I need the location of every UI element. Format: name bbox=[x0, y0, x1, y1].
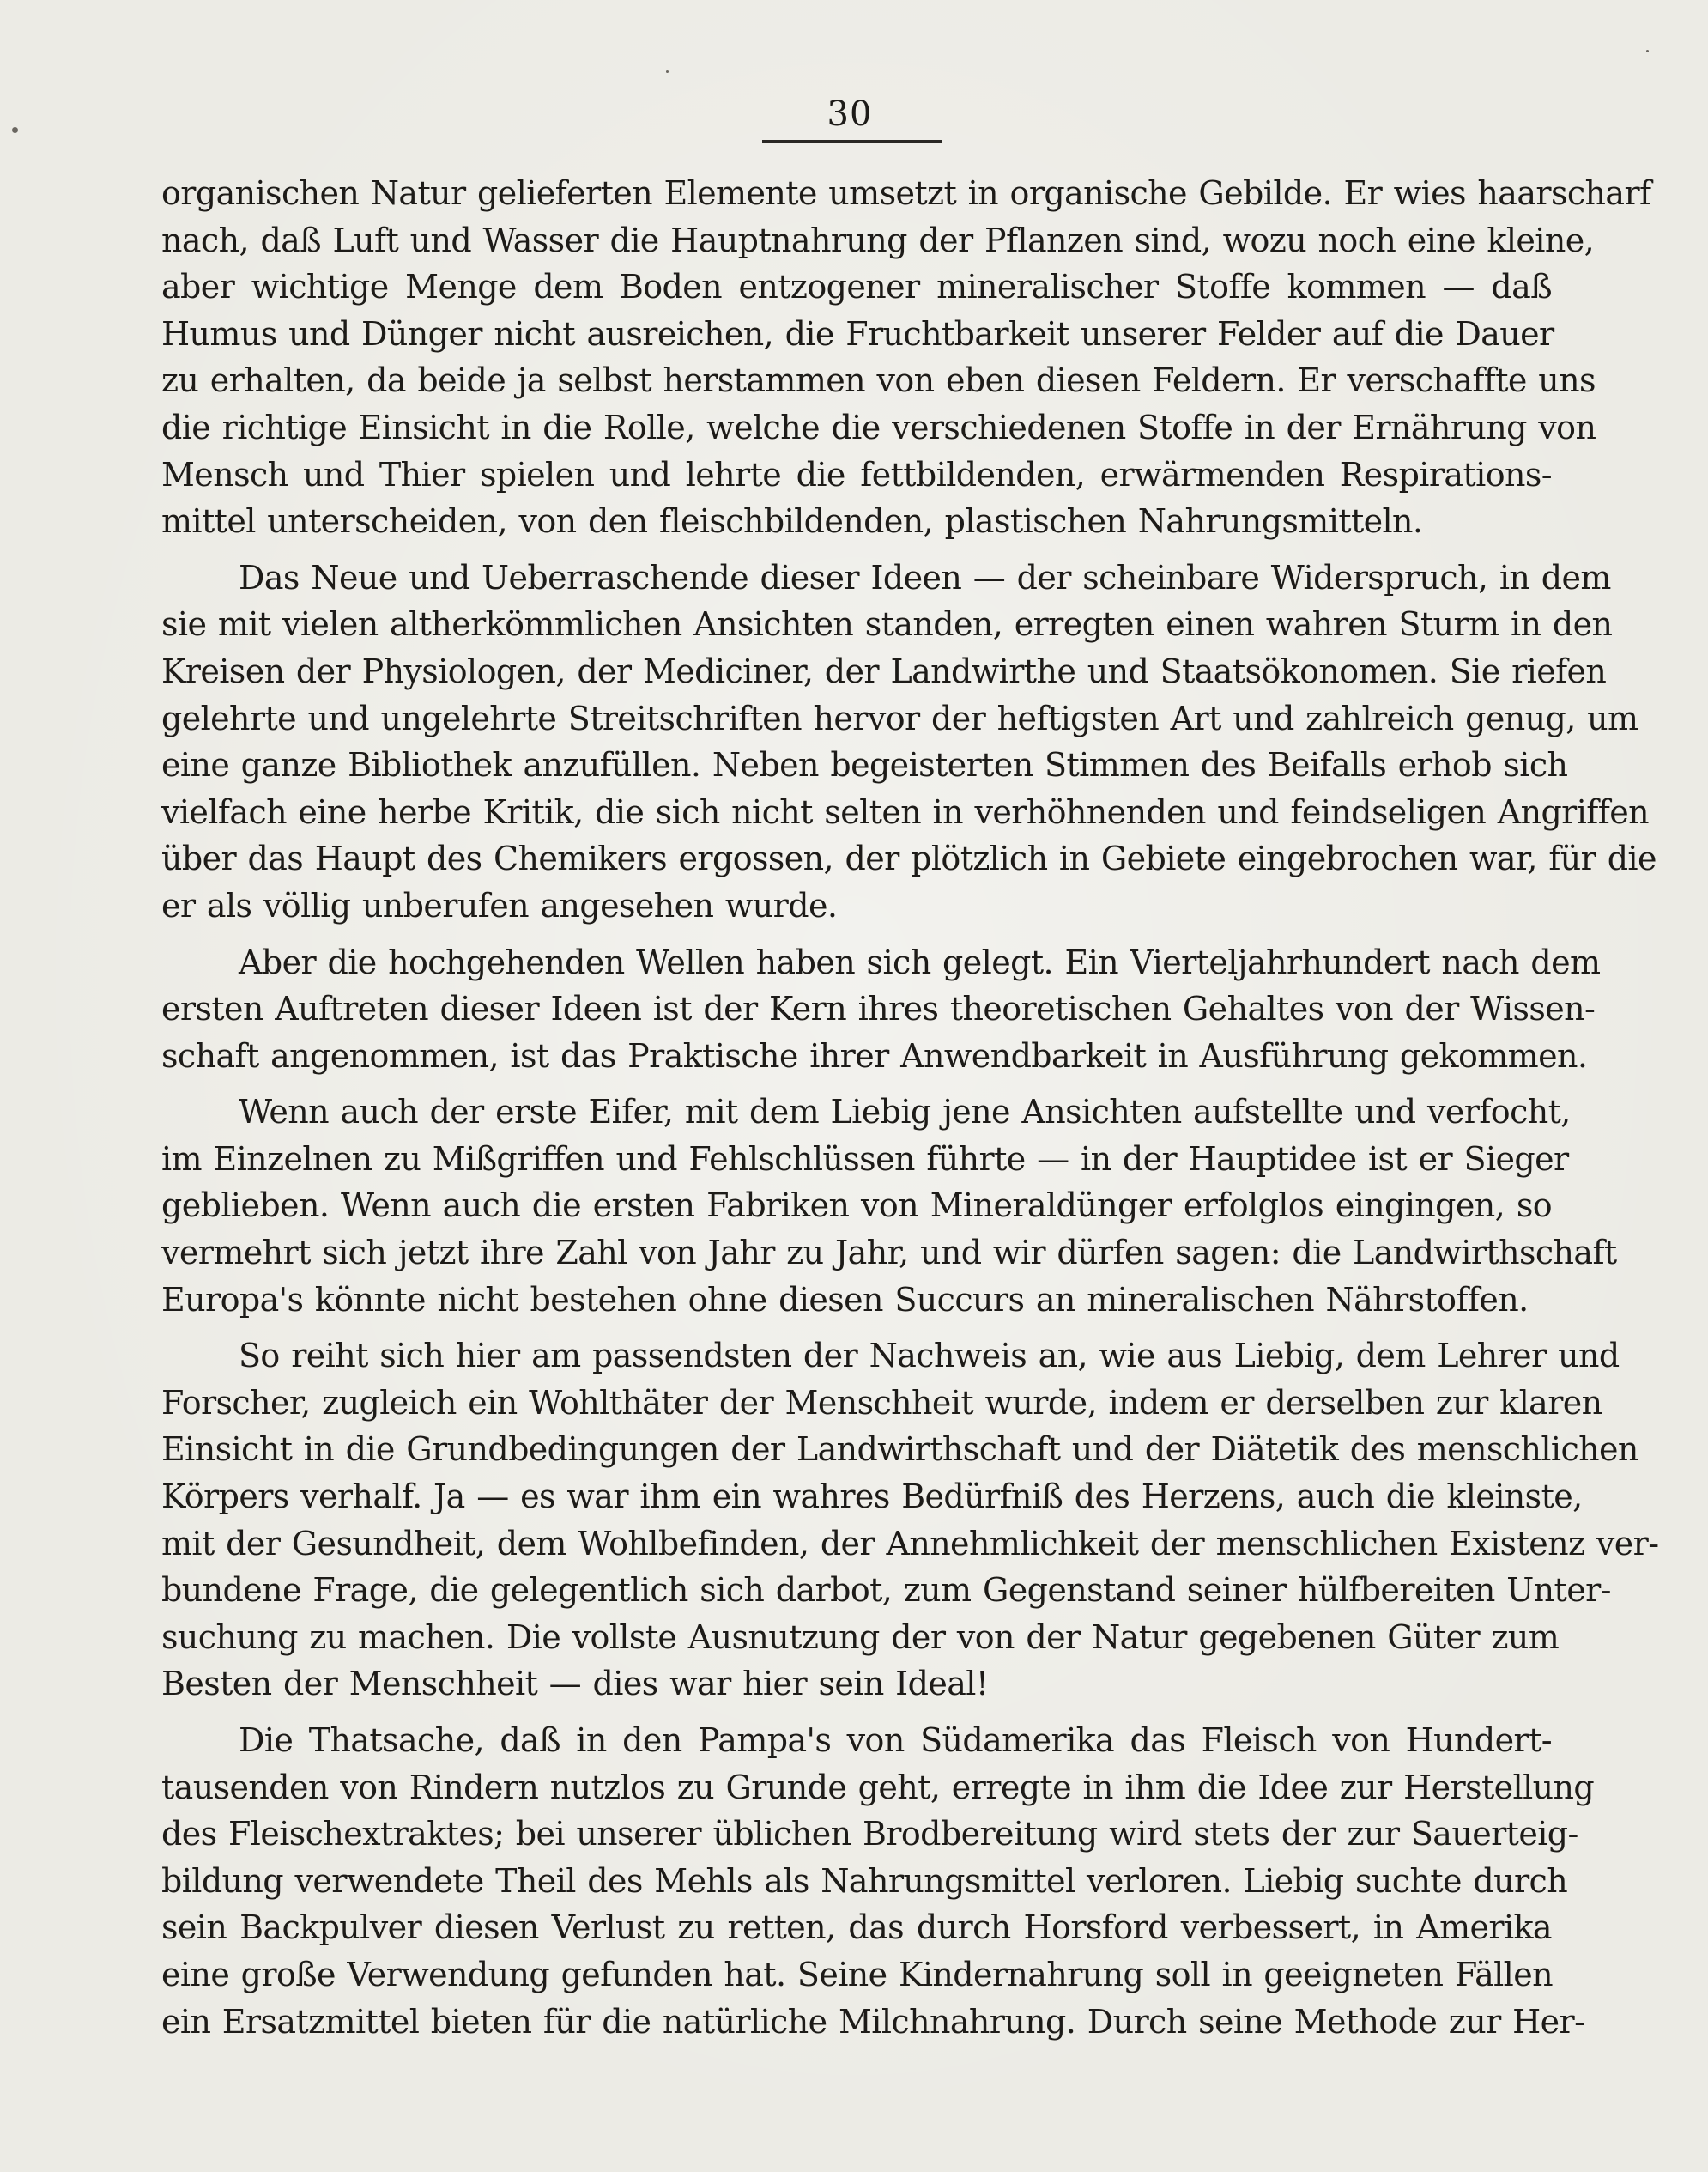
body-text bbox=[161, 170, 1659, 2045]
text-line: Humus und Dünger nicht ausreichen, die Fruchtbarkeit unserer Felder auf die Dauer bbox=[161, 314, 1554, 353]
text-line: eine große Verwendung gefunden hat. Seine Kindernahrung soll in geeigneten Fällen bbox=[161, 1955, 1553, 1993]
text-line: So reiht sich hier am passendsten der Nachweis an, wie aus Liebig, dem Lehrer und bbox=[239, 1337, 1620, 1375]
text-line: über das Haupt des Chemikers ergossen, der plötzlich in Gebiete eingebrochen war, für die bbox=[161, 840, 1657, 878]
text-line: Einsicht in die Grundbedingungen der Landwirthschaft und der Diätetik des menschlichen bbox=[161, 1430, 1638, 1469]
paragraph bbox=[161, 555, 1657, 930]
paper-speck bbox=[1646, 50, 1649, 52]
text-line: geblieben. Wenn auch die ersten Fabriken von Mineraldünger erfolglos eingingen, so bbox=[161, 1186, 1552, 1225]
paper-speck bbox=[666, 70, 669, 73]
text-line: nach, daß Luft und Wasser die Hauptnahrung der Pflanzen sind, wozu noch eine kleine, bbox=[161, 221, 1595, 259]
text-line: sie mit vielen altherkömmlichen Ansichten standen, erregten einen wahren Sturm in den bbox=[161, 605, 1613, 644]
text-line: ein Ersatzmittel bieten für die natürliche Milchnahrung. Durch seine Methode zur Her- bbox=[161, 2002, 1585, 2041]
paper-speck bbox=[12, 127, 18, 133]
text-line: gelehrte und ungelehrte Streitschriften hervor der heftigsten Art und zahlreich genug, um bbox=[161, 699, 1638, 737]
text-line: Aber die hochgehenden Wellen haben sich gelegt. Ein Vierteljahrhundert nach dem bbox=[239, 943, 1601, 981]
text-line: mit der Gesundheit, dem Wohlbefinden, der Annehmlichkeit der menschlichen Existenz ver- bbox=[161, 1524, 1659, 1562]
text-line: Besten der Menschheit — dies war hier sein Ideal! bbox=[161, 1665, 989, 1703]
text-line: mittel unterscheiden, von den fleischbildenden, plastischen Nahrungsmitteln. bbox=[161, 502, 1423, 541]
text-line: tausenden von Rindern nutzlos zu Grunde geht, erregte in ihm die Idee zur Herstellung bbox=[161, 1768, 1595, 1806]
text-line: bundene Frage, die gelegentlich sich darbot, zum Gegenstand seiner hülfbereiten Unter- bbox=[161, 1571, 1611, 1610]
text-line: vermehrt sich jetzt ihre Zahl von Jahr zu Jahr, und wir dürfen sagen: die Landwirthschaft bbox=[161, 1234, 1617, 1272]
paragraph bbox=[161, 1717, 1595, 2045]
text-line: Körpers verhalf. Ja — es war ihm ein wahres Bedürfniß des Herzens, auch die kleinste, bbox=[161, 1477, 1583, 1516]
text-line: Wenn auch der erste Eifer, mit dem Liebig jene Ansichten aufstellte und verfocht, bbox=[239, 1093, 1571, 1132]
text-line: suchung zu machen. Die vollste Ausnutzung der von der Natur gegebenen Güter zum bbox=[161, 1617, 1560, 1656]
header-rule bbox=[762, 140, 942, 143]
text-line: Kreisen der Physiologen, der Mediciner, der Landwirthe und Staatsökonomen. Sie riefen bbox=[161, 652, 1607, 690]
text-line: sein Backpulver diesen Verlust zu retten, das durch Horsford verbessert, in Amerika bbox=[161, 1908, 1552, 1947]
page-number: 30 bbox=[827, 94, 873, 134]
text-line: Forscher, zugleich ein Wohlthäter der Menschheit wurde, indem er derselben zur klaren bbox=[161, 1383, 1602, 1422]
text-line: im Einzelnen zu Mißgriffen und Fehlschlüssen führte — in der Hauptidee ist er Sieger bbox=[161, 1139, 1569, 1178]
paragraph bbox=[161, 1332, 1659, 1708]
text-line: eine ganze Bibliothek anzufüllen. Neben begeisterten Stimmen des Beifalls erhob sich bbox=[161, 746, 1568, 785]
text-line: vielfach eine herbe Kritik, die sich nicht selten in verhöhnenden und feindseligen Angriffen bbox=[161, 792, 1649, 831]
text-line: er als völlig unberufen angesehen wurde. bbox=[161, 886, 838, 925]
text-line: des Fleischextraktes; bei unserer üblichen Brodbereitung wird stets der zur Sauerteig- bbox=[161, 1815, 1578, 1853]
text-line: Das Neue und Ueberraschende dieser Ideen — der scheinbare Widerspruch, in dem bbox=[239, 558, 1611, 597]
text-line: zu erhalten, da beide ja selbst herstammen von eben diesen Feldern. Er verschaffte uns bbox=[161, 361, 1596, 400]
text-line: bildung verwendete Theil des Mehls als Nahrungsmittel verloren. Liebig suchte durch bbox=[161, 1861, 1568, 1900]
text-line: aber wichtige Menge dem Boden entzogener mineralischer Stoffe kommen — daß bbox=[161, 268, 1552, 306]
text-line: ersten Auftreten dieser Ideen ist der Kern ihres theoretischen Gehaltes von der Wissen- bbox=[161, 990, 1596, 1028]
paragraph bbox=[161, 170, 1651, 545]
text-line: die richtige Einsicht in die Rolle, welche die verschiedenen Stoffe in der Ernährung von bbox=[161, 408, 1596, 446]
paragraph bbox=[161, 939, 1601, 1080]
text-line: Europa's könnte nicht bestehen ohne diesen Succurs an mineralischen Nährstoffen. bbox=[161, 1280, 1529, 1319]
text-line: Die Thatsache, daß in den Pampa's von Südamerika das Fleisch von Hundert- bbox=[239, 1721, 1552, 1759]
text-line: schaft angenommen, ist das Praktische ihrer Anwendbarkeit in Ausführung gekommen. bbox=[161, 1036, 1588, 1075]
text-line: organischen Natur gelieferten Elemente umsetzt in organische Gebilde. Er wies haarscharf bbox=[161, 174, 1651, 212]
text-line: Mensch und Thier spielen und lehrte die fettbildenden, erwärmenden Respirations- bbox=[161, 455, 1552, 494]
paragraph bbox=[161, 1089, 1617, 1323]
